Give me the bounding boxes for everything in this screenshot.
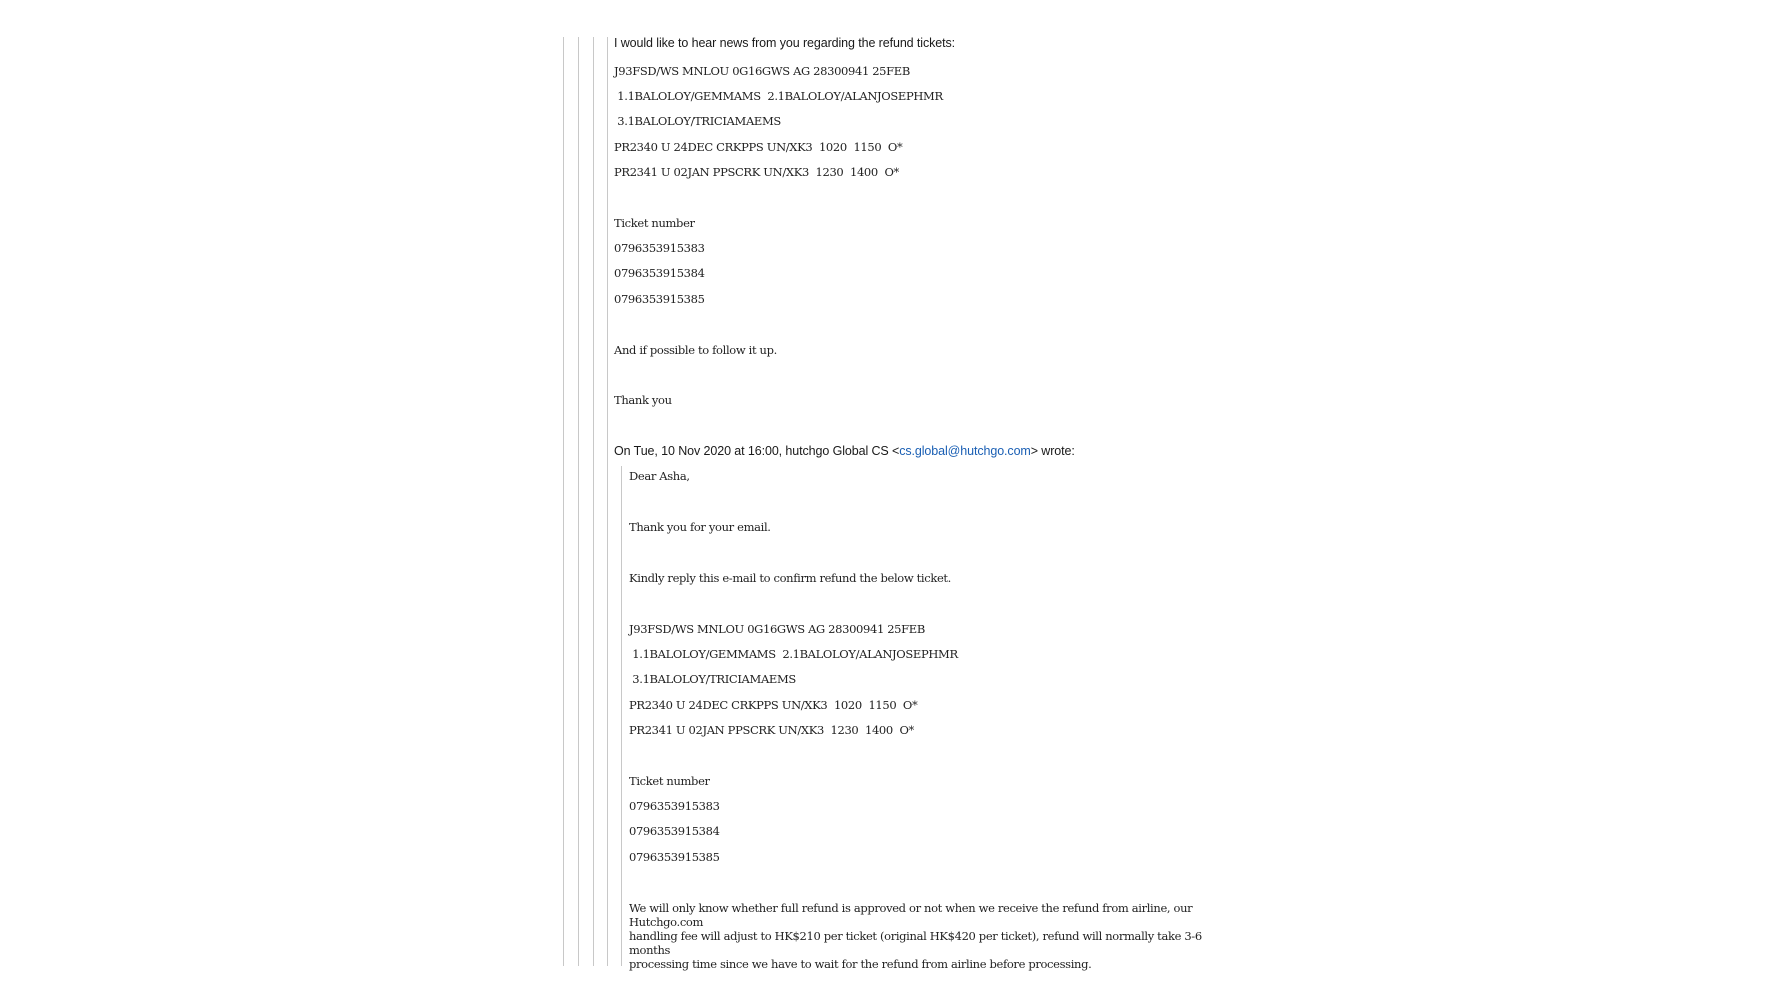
ticket-heading: Ticket number xyxy=(614,216,695,230)
booking-line: 3.1BALOLOY/TRICIAMAEMS xyxy=(614,114,781,128)
quote-bar-1 xyxy=(563,37,564,966)
quoted-ticket-number: 0796353915384 xyxy=(629,824,720,838)
quoted-booking-line: 1.1BALOLOY/GEMMAMS 2.1BALOLOY/ALANJOSEPHMR xyxy=(629,647,958,661)
quoted-ticket-number: 0796353915383 xyxy=(629,799,720,813)
refund-notice xyxy=(629,901,1219,971)
quoted-booking-line: 3.1BALOLOY/TRICIAMAEMS xyxy=(629,672,796,686)
ticket-number: 0796353915383 xyxy=(614,241,705,255)
quote-bar-2 xyxy=(578,37,579,966)
refund-notice-line: processing time since we have to wait for the refund from airline before processing. xyxy=(629,957,1092,971)
quoted-booking-line: J93FSD/WS MNLOU 0G16GWS AG 28300941 25FEB xyxy=(629,622,925,636)
quoted-booking-line: PR2341 U 02JAN PPSCRK UN/XK3 1230 1400 O* xyxy=(629,723,914,737)
booking-line: PR2341 U 02JAN PPSCRK UN/XK3 1230 1400 O* xyxy=(614,165,899,179)
quoted-greeting: Dear Asha, xyxy=(629,469,690,483)
quote-bar-3 xyxy=(593,37,594,966)
ticket-number: 0796353915384 xyxy=(614,266,705,280)
sender-email-link[interactable]: cs.global@hutchgo.com xyxy=(899,444,1031,458)
refund-notice-line: handling fee will adjust to HK$210 per ticket (original HK$420 per ticket), refund will normally take 3-6 months xyxy=(629,929,1202,957)
booking-line: J93FSD/WS MNLOU 0G16GWS AG 28300941 25FEB xyxy=(614,64,910,78)
attribution-prefix: On Tue, 10 Nov 2020 at 16:00, hutchgo Global CS < xyxy=(614,444,900,458)
quoted-request: Kindly reply this e-mail to confirm refund the below ticket. xyxy=(629,571,951,585)
ticket-number: 0796353915385 xyxy=(614,292,705,306)
quoted-thanks: Thank you for your email. xyxy=(629,520,771,534)
quoted-booking-line: PR2340 U 24DEC CRKPPS UN/XK3 1020 1150 O* xyxy=(629,698,918,712)
quote-attribution xyxy=(614,444,1075,458)
attribution-suffix: > wrote: xyxy=(1030,444,1075,458)
quote-bar-4 xyxy=(607,37,608,966)
booking-line: PR2340 U 24DEC CRKPPS UN/XK3 1020 1150 O* xyxy=(614,140,903,154)
thanks-text: Thank you xyxy=(614,393,672,407)
quoted-ticket-number: 0796353915385 xyxy=(629,850,720,864)
reply-intro: I would like to hear news from you regarding the refund tickets: xyxy=(614,36,956,50)
quoted-ticket-heading: Ticket number xyxy=(629,774,710,788)
follow-up-text: And if possible to follow it up. xyxy=(614,343,777,357)
quote-bar-5 xyxy=(621,466,622,966)
booking-line: 1.1BALOLOY/GEMMAMS 2.1BALOLOY/ALANJOSEPHMR xyxy=(614,89,943,103)
refund-notice-line: We will only know whether full refund is approved or not when we receive the refund from airline, our Hutchgo.com xyxy=(629,901,1193,929)
